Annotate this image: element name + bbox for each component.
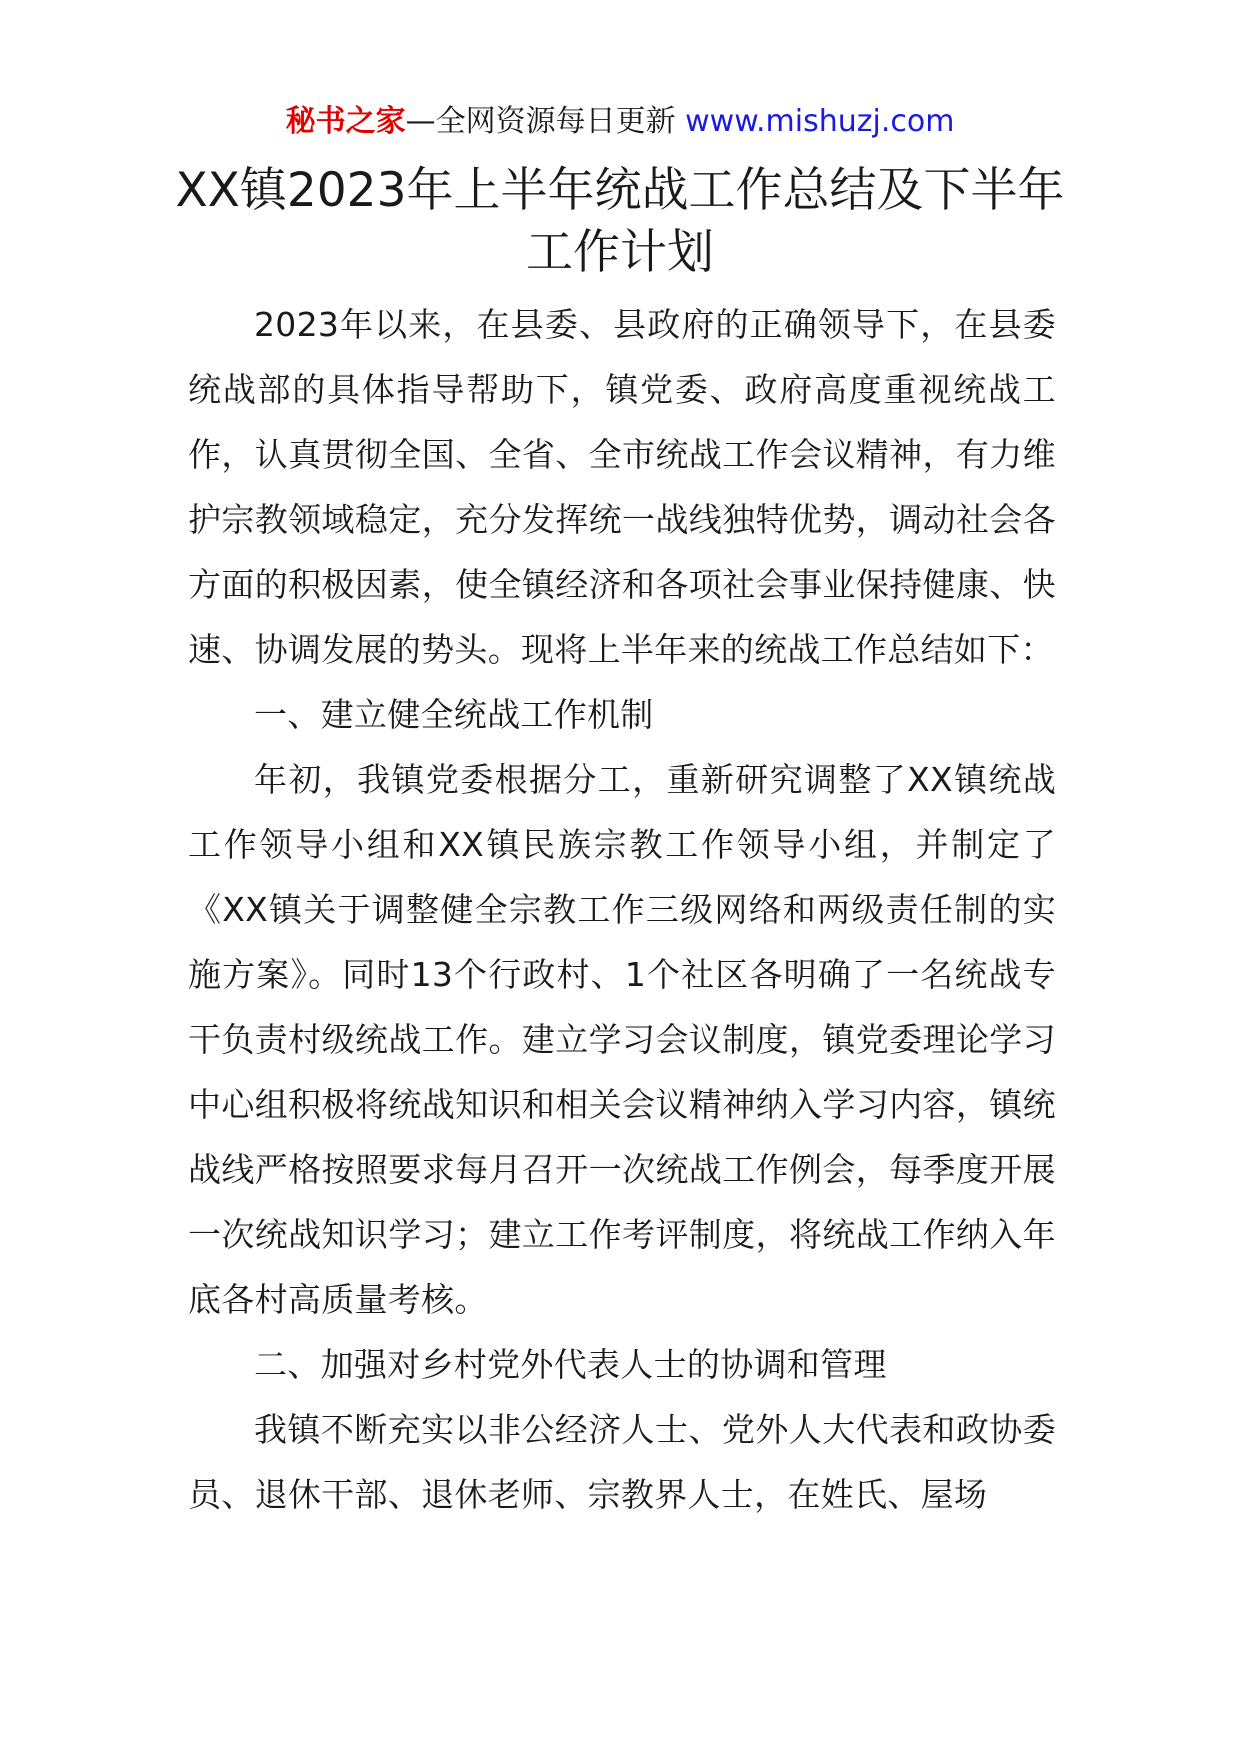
intro-paragraph: 2023年以来，在县委、县政府的正确领导下，在县委统战部的具体指导帮助下，镇党委、政府高度重视统战工作，认真贯彻全国、全省、全市统战工作会议精神，有力维护宗教领域稳定，充分发挥统一战线独特优势，调动社会各方面的积极因素，使全镇经济和各项社会事业保持健康、快速、协调发展的势头。现将上半年来的统战工作总结如下： (188, 305, 1056, 669)
brand-name: 秘书之家 (285, 104, 406, 139)
section-2-paragraph: 我镇不断充实以非公经济人士、党外人大代表和政协委员、退休干部、退休老师、宗教界人士，在姓氏、屋场 (188, 1410, 1056, 1514)
document-body (188, 292, 1056, 1527)
website-link[interactable]: www.mishuzj.com (685, 104, 955, 139)
section-heading-1: 一、建立健全统战工作机制 (254, 695, 654, 734)
section-heading-2: 二、加强对乡村党外代表人士的协调和管理 (254, 1345, 887, 1384)
source-header (0, 100, 1240, 144)
header-tagline: —全网资源每日更新 (405, 104, 676, 139)
document-title: XX镇2023年上半年统战工作总结及下半年工作计划 (175, 163, 1065, 280)
section-1-paragraph: 年初，我镇党委根据分工，重新研究调整了XX镇统战工作领导小组和XX镇民族宗教工作领导小组，并制定了《XX镇关于调整健全宗教工作三级网络和两级责任制的实施方案》。同时13个行政村、1个社区各明确了一名统战专干负责村级统战工作。建立学习会议制度，镇党委理论学习中心组积极将统战知识和相关会议精神纳入学习内容，镇统战线严格按照要求每月召开一次统战工作例会，每季度开展一次统战知识学习；建立工作考评制度，将统战工作纳入年底各村高质量考核。 (188, 760, 1056, 1319)
